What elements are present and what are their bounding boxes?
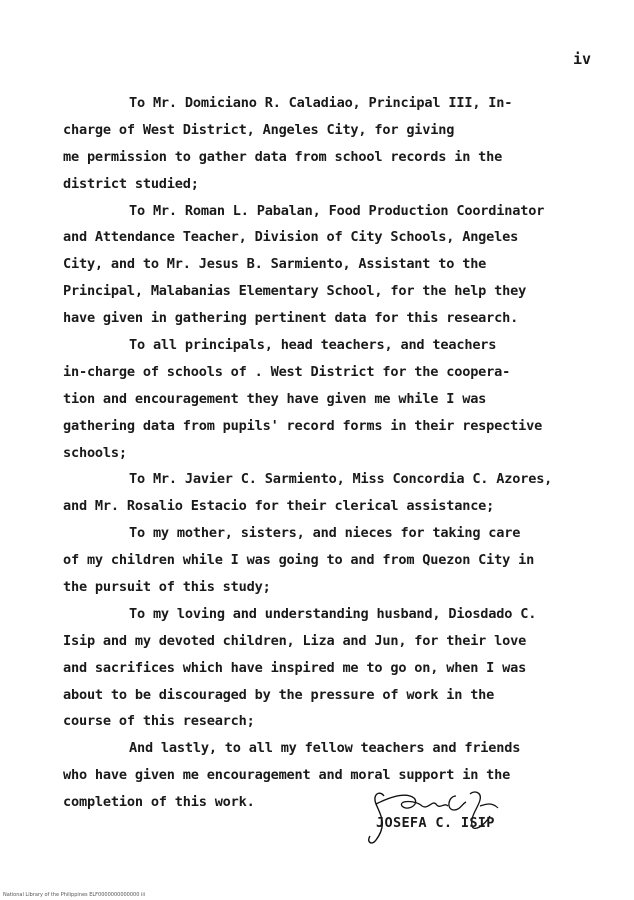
signature-block (362, 786, 512, 846)
paragraph-line: and Mr. Rosalio Estacio for their clerical assistance; (63, 498, 495, 515)
paragraph-line: To Mr. Javier C. Sarmiento, Miss Concordia C. Azores, (129, 471, 553, 488)
signatory-name: JOSEFA C. ISIP (376, 815, 495, 831)
paragraph-line: tion and encouragement they have given me while I was (63, 390, 487, 407)
paragraph-line: who have given me encouragement and moral support in the (63, 767, 511, 784)
page-number: iv (572, 50, 591, 68)
paragraph-line: and sacrifices which have inspired me to go on, when I was (63, 659, 527, 676)
paragraph-line: Isip and my devoted children, Liza and Jun, for their love (63, 632, 527, 649)
paragraph-line: course of this research; (63, 713, 255, 730)
paragraph-line: charge of West District, Angeles City, for giving (63, 121, 455, 138)
paragraph-line: of my children while I was going to and from Quezon City in (63, 552, 535, 569)
paragraph-line: in-charge of schools of . West District for the coopera- (63, 363, 511, 380)
paragraph-line: and Attendance Teacher, Division of City Schools, Angeles (63, 229, 519, 246)
paragraph-line: City, and to Mr. Jesus B. Sarmiento, Assistant to the (63, 256, 487, 273)
paragraph-line: me permission to gather data from school records in the (63, 148, 503, 165)
paragraph-line: To Mr. Domiciano R. Caladiao, Principal III, In- (129, 95, 513, 111)
acknowledgment-text (63, 90, 583, 816)
paragraph-line: And lastly, to all my fellow teachers and friends (129, 740, 521, 757)
paragraph-line: have given in gathering pertinent data for this research. (63, 310, 519, 327)
paragraph-line: completion of this work. (63, 794, 255, 811)
paragraph-line: To Mr. Roman L. Pabalan, Food Production Coordinator (129, 202, 545, 219)
paragraph-line: To all principals, head teachers, and teachers (129, 337, 497, 354)
paragraph-line: district studied; (63, 175, 199, 192)
paragraph-line: about to be discouraged by the pressure of work in the (63, 686, 495, 703)
paragraph-line: To my loving and understanding husband, Diosdado C. (129, 605, 537, 622)
paragraph-line: schools; (63, 444, 127, 461)
paragraph-line: To my mother, sisters, and nieces for taking care (129, 525, 521, 542)
paragraph-line: gathering data from pupils' record forms in their respective (63, 417, 543, 434)
footer-credit: National Library of the Philippines ELF0000000000000 iii (3, 892, 146, 898)
paragraph-line: the pursuit of this study; (63, 579, 271, 596)
paragraph-line: Principal, Malabanias Elementary School, for the help they (63, 283, 527, 300)
